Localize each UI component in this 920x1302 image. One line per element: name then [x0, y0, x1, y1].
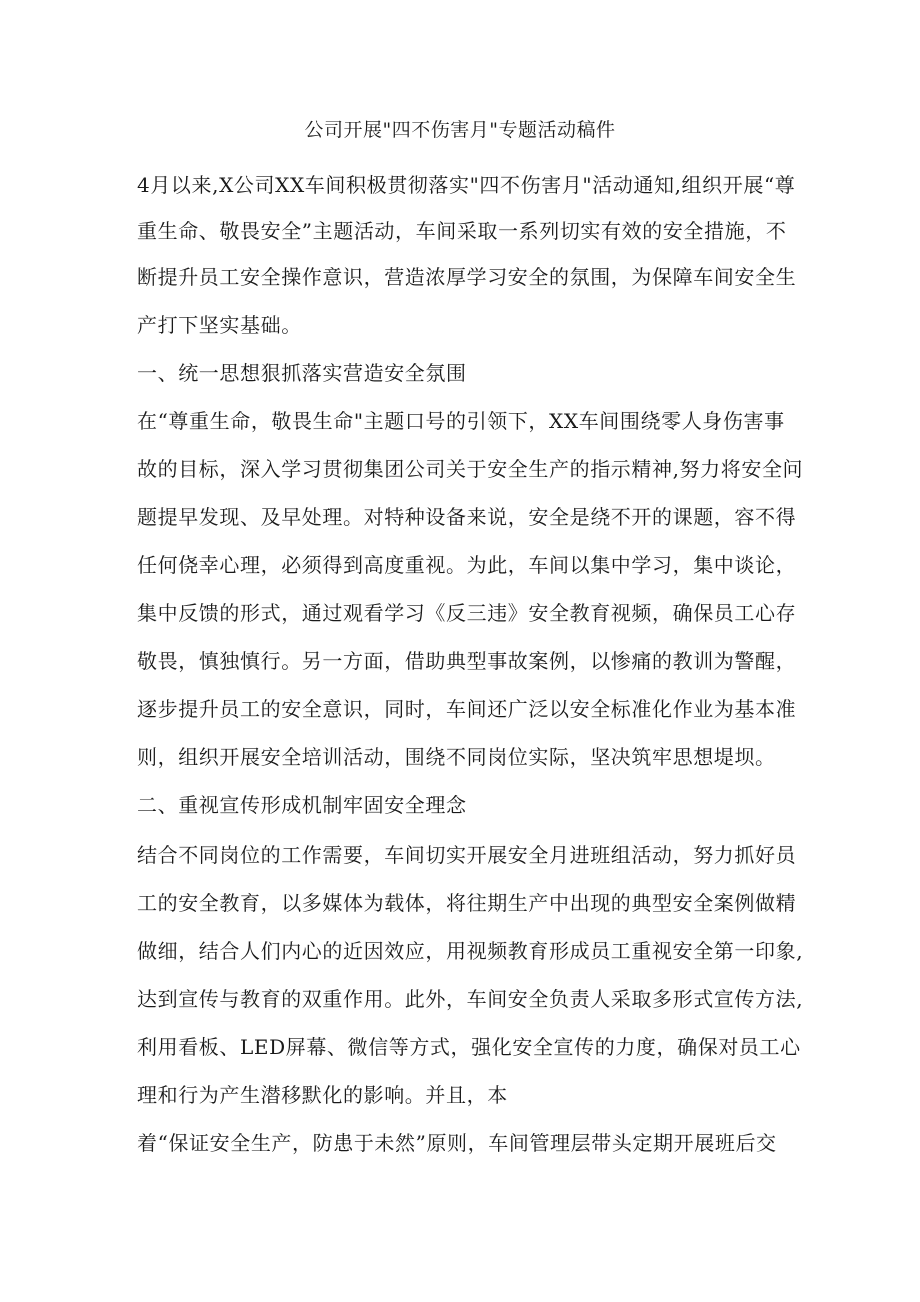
- body-line: 做细，结合人们内心的近因效应，用视频教育形成员工重视安全第一印象,: [137, 939, 804, 963]
- body-line: 题提早发现、及早处理。对特种设备来说，安全是绕不开的课题，容不得: [137, 505, 797, 529]
- body-line: 着“保证安全生产，防患于未然”原则，车间管理层带头定期开展班后交: [137, 1131, 777, 1155]
- body-line: 则，组织开展安全培训活动，围绕不同岗位实际，坚决筑牢思想堤坝。: [137, 745, 776, 769]
- body-line: 断提升员工安全操作意识，营造浓厚学习安全的氛围，为保障车间安全生: [137, 265, 797, 289]
- body-line: 4月以来,X公司XX车间积极贯彻落实"四不伤害月"活动通知,组织开展“尊: [137, 173, 796, 197]
- body-line: 故的目标，深入学习贯彻集团公司关于安全生产的指示精神,努力将安全问: [137, 457, 804, 481]
- body-line: 敬畏，慎独慎行。另一方面，借助典型事故案例，以惨痛的教训为警醒，: [137, 649, 797, 673]
- section-heading-1: 一、统一思想狠抓落实营造安全氛围: [137, 361, 467, 385]
- body-line: 工的安全教育，以多媒体为载体，将往期生产中出现的典型安全案例做精: [137, 891, 797, 915]
- body-line: 逐步提升员工的安全意识，同时，车间还广泛以安全标准化作业为基本准: [137, 697, 797, 721]
- body-line: 结合不同岗位的工作需要，车间切实开展安全月进班组活动，努力抓好员: [137, 843, 797, 867]
- body-line: 理和行为产生潜移默化的影响。并且，本: [137, 1083, 508, 1107]
- body-line: 产打下坚实基础。: [137, 313, 302, 337]
- body-line: 利用看板、LED屏幕、微信等方式，强化安全宣传的力度，确保对员工心: [137, 1035, 801, 1059]
- body-line: 在“尊重生命，敬畏生命"主题口号的引领下，XX车间围绕零人身伤害事: [137, 409, 785, 433]
- section-heading-2: 二、重视宣传形成机制牢固安全理念: [137, 793, 467, 817]
- body-line: 重生命、敬畏安全”主题活动，车间采取一系列切实有效的安全措施，不: [137, 219, 787, 243]
- body-line: 达到宣传与教育的双重作用。此外，车间安全负责人采取多形式宣传方法,: [137, 987, 804, 1011]
- body-line: 集中反馈的形式，通过观看学习《反三违》安全教育视频，确保员工心存: [137, 601, 797, 625]
- body-line: 任何侥幸心理，必须得到高度重视。为此，车间以集中学习，集中谈论，: [137, 553, 797, 577]
- document-title: 公司开展"四不伤害月"专题活动稿件: [304, 119, 616, 141]
